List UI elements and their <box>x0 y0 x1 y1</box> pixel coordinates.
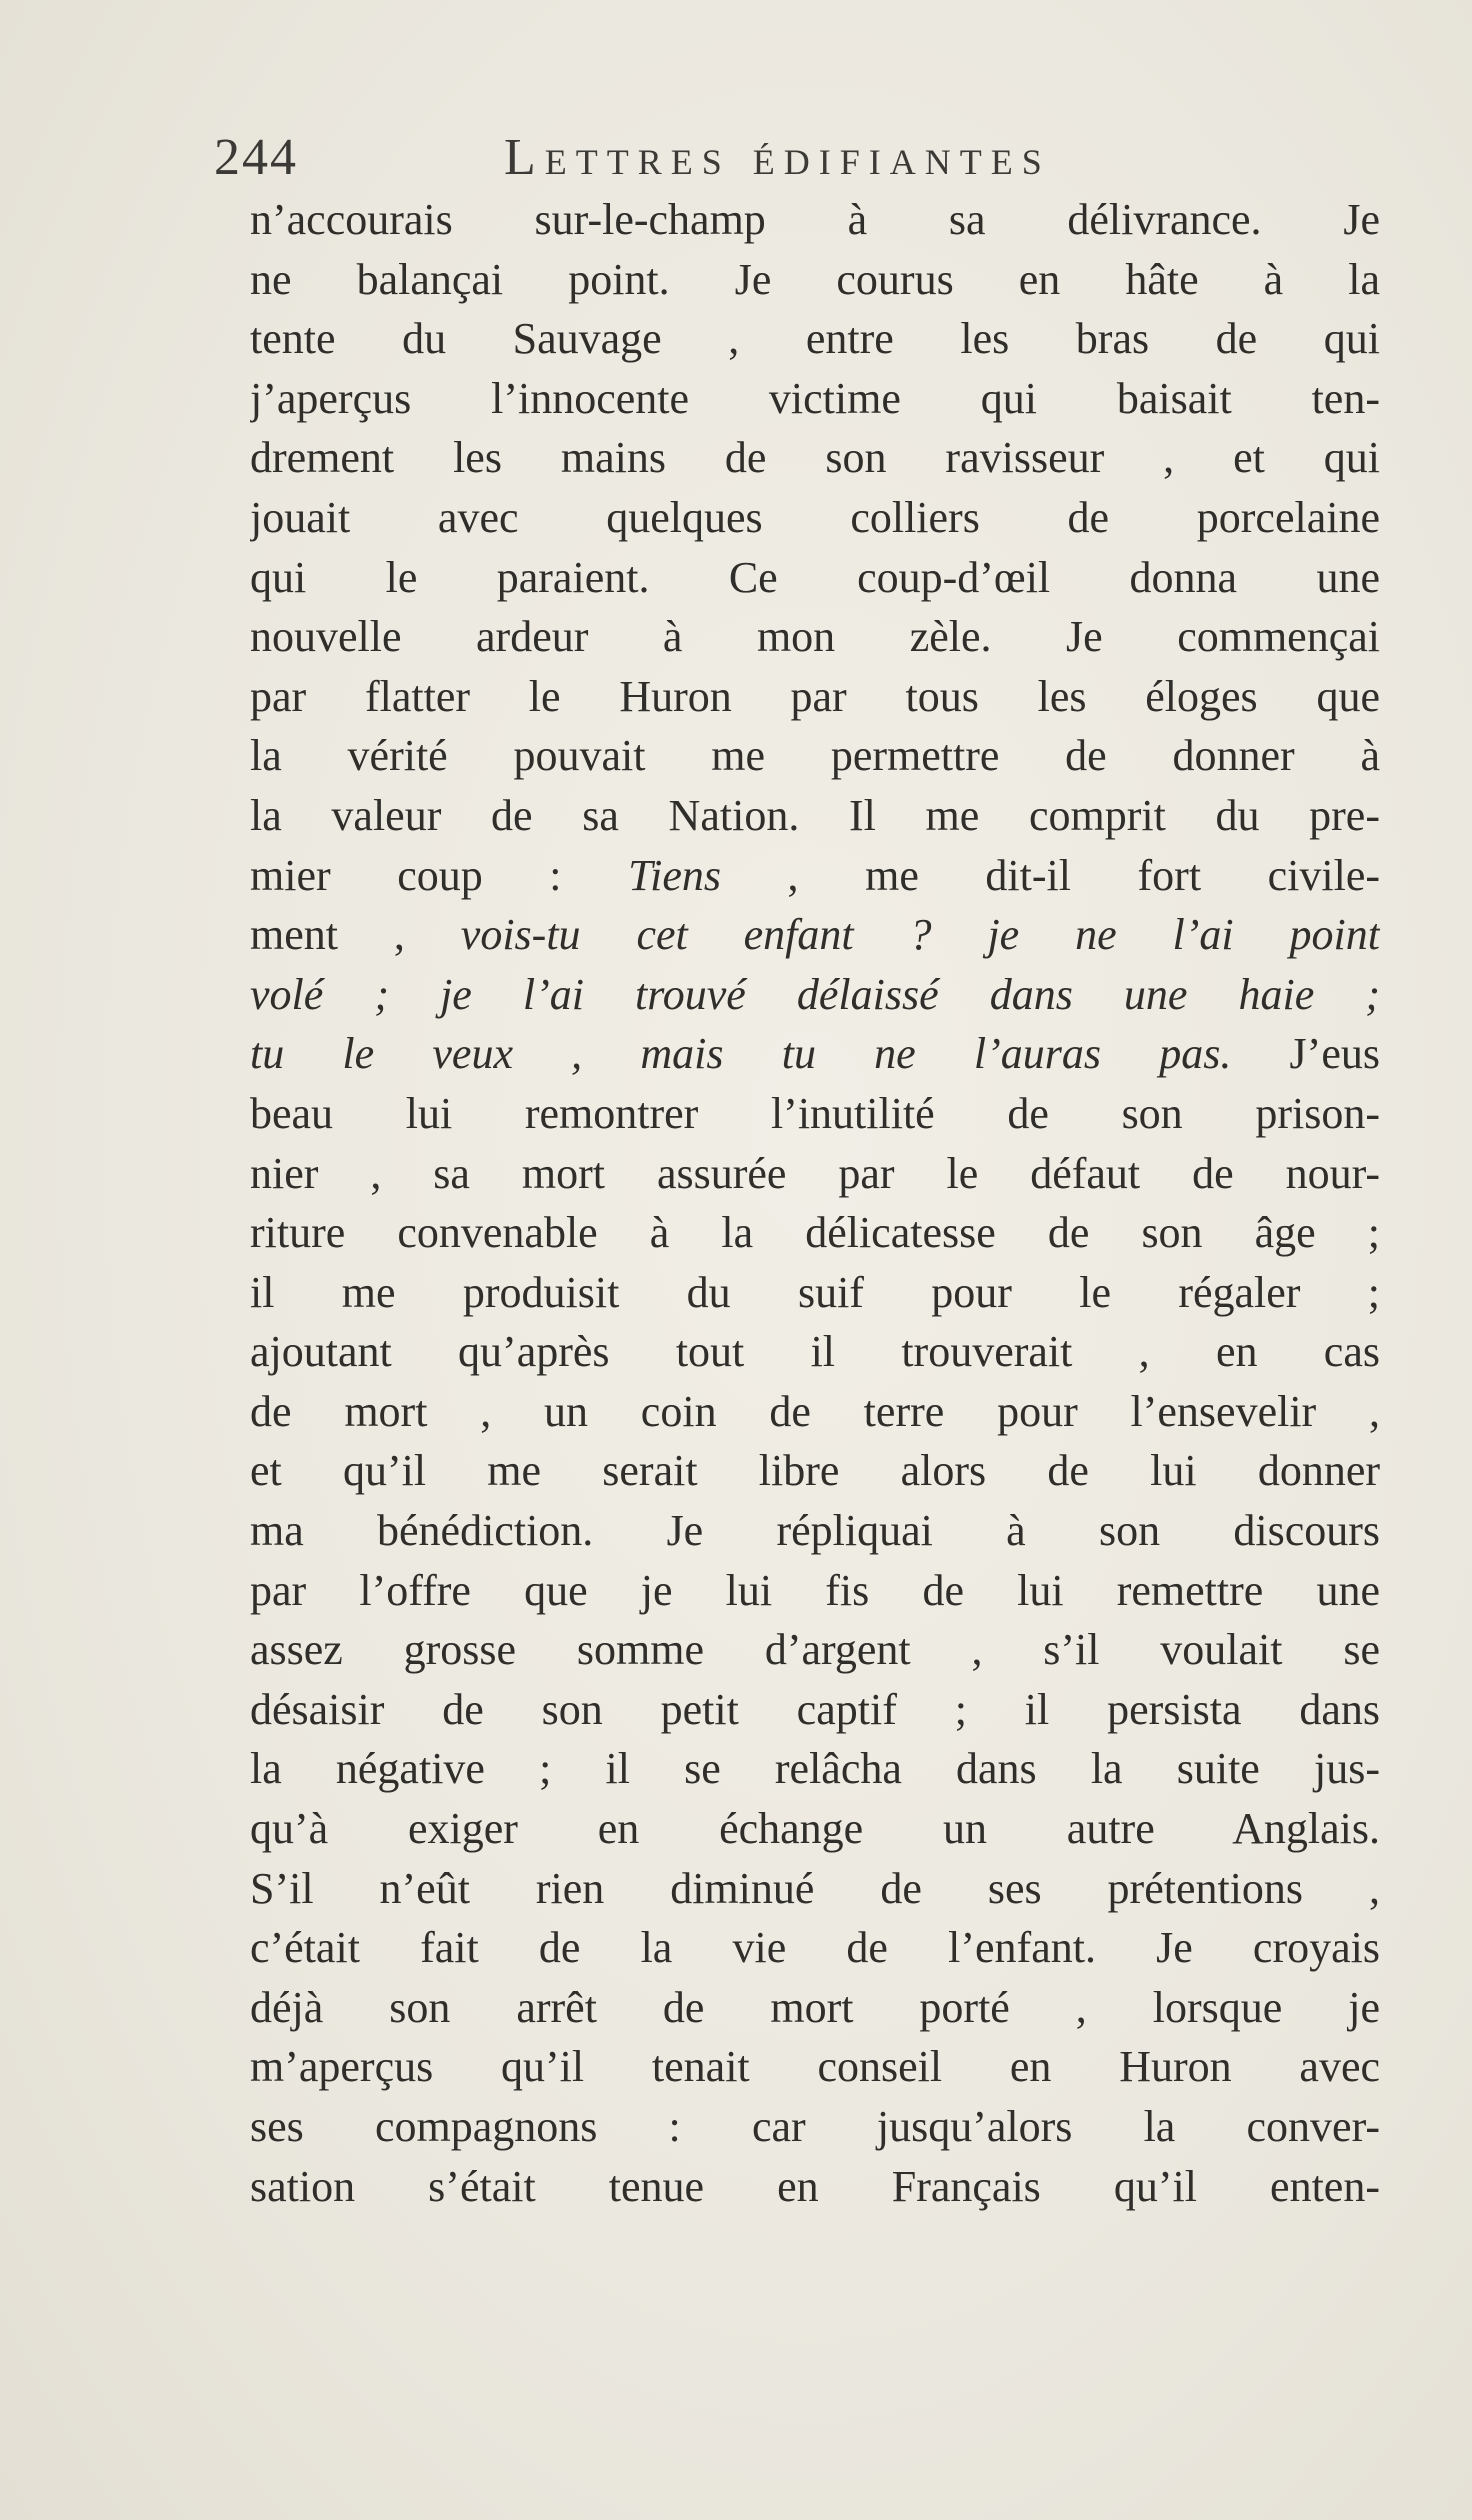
text-segment: ses compagnons : car jusqu’alors la conver- <box>250 2102 1380 2151</box>
text-segment: sation s’était tenue en Français qu’il enten- <box>250 2161 1380 2211</box>
text-line <box>250 1203 1380 1263</box>
text-segment: la vérité pouvait me permettre de donner à <box>250 731 1380 781</box>
text-segment: jouait avec quelques colliers de porcelaine <box>250 492 1380 542</box>
text-segment: de mort , un coin de terre pour l’ensevelir , <box>250 1386 1380 1436</box>
text-line <box>250 786 1380 846</box>
text-line <box>250 2037 1380 2097</box>
text-line <box>250 1918 1380 1978</box>
italic-text-segment: volé ; je l’ai trouvé délaissé dans une haie ; <box>250 969 1380 1019</box>
text-line <box>250 1024 1380 1084</box>
text-line <box>250 309 1380 369</box>
text-segment: la négative ; il se relâcha dans la suite jus- <box>250 1744 1380 1794</box>
page-number: 244 <box>214 129 298 186</box>
text-line <box>250 1739 1380 1799</box>
text-segment: mier coup : <box>250 850 629 900</box>
text-line <box>250 1441 1380 1501</box>
text-segment: assez grosse somme d’argent , s’il voulait se <box>250 1625 1380 1675</box>
text-segment: qui le paraient. Ce coup-d’œil donna une <box>250 552 1380 602</box>
text-line <box>250 667 1380 727</box>
text-segment: qu’à exiger en échange un autre Anglais. <box>250 1804 1380 1854</box>
text-segment: riture convenable à la délicatesse de son âge ; <box>250 1208 1380 1258</box>
text-segment: nier , sa mort assurée par le défaut de nour- <box>250 1148 1380 1198</box>
text-segment: beau lui remontrer l’inutilité de son prison- <box>250 1088 1380 1138</box>
text-line <box>250 2097 1380 2157</box>
text-line <box>250 1561 1380 1621</box>
text-line <box>250 905 1380 965</box>
text-segment: il me produisit du suif pour le régaler ; <box>250 1267 1380 1317</box>
text-line <box>250 1084 1380 1144</box>
text-segment: m’aperçus qu’il tenait conseil en Huron avec <box>250 2042 1380 2092</box>
text-segment: nouvelle ardeur à mon zèle. Je commençai <box>250 612 1380 662</box>
italic-text-segment: tu le veux , mais tu ne l’auras pas. <box>250 1029 1232 1079</box>
text-segment: par l’offre que je lui fis de lui remettre une <box>250 1565 1380 1615</box>
text-line <box>250 1620 1380 1680</box>
text-line <box>250 1859 1380 1919</box>
italic-text-segment: Tiens <box>628 850 721 900</box>
text-line <box>250 190 1380 250</box>
text-segment: j’aperçus l’innocente victime qui baisait ten- <box>250 373 1380 423</box>
text-segment: ne balançai point. Je courus en hâte à la <box>250 254 1380 304</box>
text-segment: c’était fait de la vie de l’enfant. Je croyais <box>250 1923 1380 1973</box>
text-segment: par flatter le Huron par tous les éloges que <box>250 671 1380 721</box>
text-line <box>250 548 1380 608</box>
text-line <box>250 965 1380 1025</box>
text-line <box>250 488 1380 548</box>
text-line <box>250 1799 1380 1859</box>
text-segment: tente du Sauvage , entre les bras de qui <box>250 314 1380 364</box>
text-line <box>250 1978 1380 2038</box>
text-line <box>250 726 1380 786</box>
text-line <box>250 1322 1380 1382</box>
text-segment: n’accourais sur-le-champ à sa délivrance. Je <box>250 195 1380 244</box>
text-segment: , me dit-il fort civile- <box>720 850 1380 900</box>
text-segment: désaisir de son petit captif ; il persista dans <box>250 1684 1380 1734</box>
text-segment: et qu’il me serait libre alors de lui donner <box>250 1446 1380 1496</box>
running-title: Lettres édifiantes <box>504 129 1051 186</box>
text-segment: ment , <box>250 910 461 960</box>
text-line <box>250 2157 1380 2217</box>
text-segment: la valeur de sa Nation. Il me comprit du pre- <box>250 790 1380 840</box>
text-line <box>250 1382 1380 1442</box>
italic-text-segment: vois-tu cet enfant ? je ne l’ai point <box>460 910 1380 960</box>
text-segment: J’eus <box>1231 1029 1380 1079</box>
text-segment: S’il n’eût rien diminué de ses prétentions , <box>250 1863 1380 1913</box>
text-segment: ajoutant qu’après tout il trouverait , en cas <box>250 1327 1380 1377</box>
text-line <box>250 1680 1380 1740</box>
text-line <box>250 1144 1380 1204</box>
text-segment: déjà son arrêt de mort porté , lorsque je <box>250 1982 1380 2032</box>
text-line <box>250 1501 1380 1561</box>
running-header <box>214 128 1274 188</box>
text-line <box>250 250 1380 310</box>
text-segment: drement les mains de son ravisseur , et qui <box>250 433 1380 483</box>
body-text <box>250 190 1380 2216</box>
text-line <box>250 369 1380 429</box>
text-line <box>250 428 1380 488</box>
text-line <box>250 846 1380 906</box>
text-segment: ma bénédiction. Je répliquai à son discours <box>250 1506 1380 1556</box>
text-line <box>250 1263 1380 1323</box>
text-line <box>250 607 1380 667</box>
